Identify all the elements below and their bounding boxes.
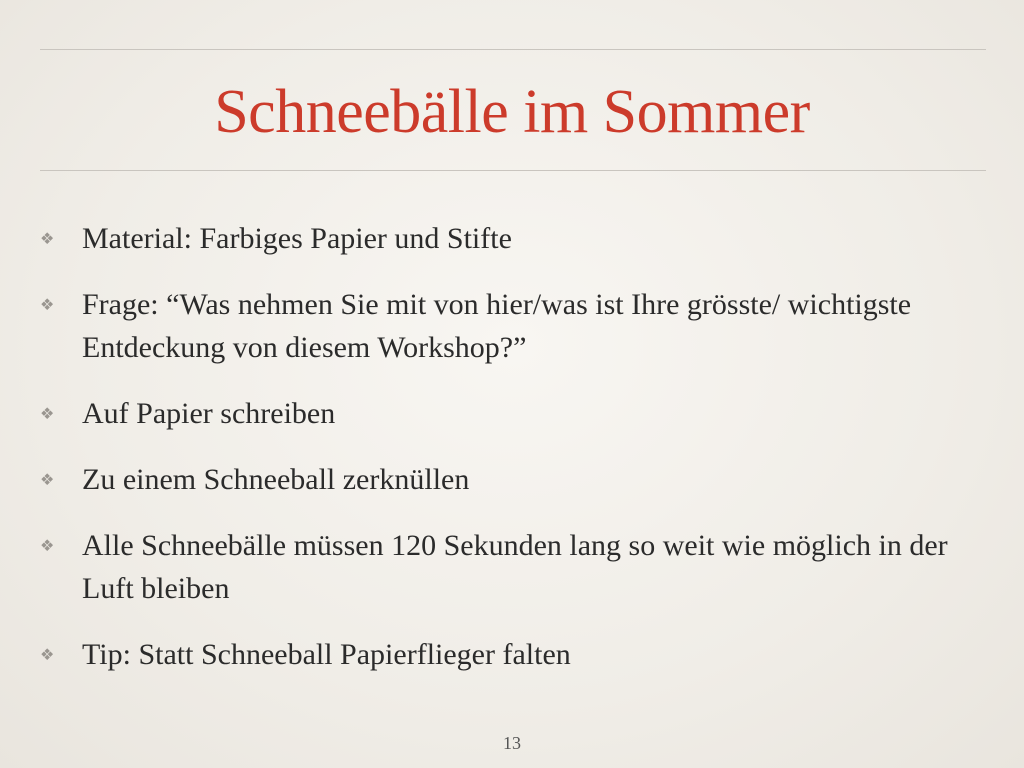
diamond-ornament-icon: ❖: [40, 536, 55, 555]
bullet-text: Alle Schneebälle müssen 120 Sekunden lang so weit wie möglich in der Luft bleiben: [82, 529, 948, 605]
diamond-ornament-icon: ❖: [40, 470, 55, 489]
bullet-item: [40, 283, 990, 369]
bullet-text: Material: Farbiges Papier und Stifte: [82, 222, 512, 255]
bullet-item: [40, 633, 990, 676]
page-number: 13: [503, 733, 521, 753]
bullet-item: [40, 458, 990, 501]
bullet-text: Auf Papier schreiben: [82, 397, 336, 430]
diamond-ornament-icon: ❖: [40, 229, 55, 248]
diamond-ornament-icon: ❖: [40, 295, 55, 314]
bullet-text: Zu einem Schneeball zerknüllen: [82, 463, 470, 496]
bullet-text: Frage: “Was nehmen Sie mit von hier/was ist Ihre grösste/ wichtigste Entdeckung von diesem Workshop?”: [82, 288, 912, 364]
bullet-item: [40, 524, 990, 610]
bullet-item: [40, 392, 990, 435]
slide-title: Schneebälle im Sommer: [214, 78, 810, 146]
bullet-text: Tip: Statt Schneeball Papierflieger falten: [82, 638, 571, 671]
diamond-ornament-icon: ❖: [40, 645, 55, 664]
bullet-item: [40, 217, 990, 260]
diamond-ornament-icon: ❖: [40, 404, 55, 423]
title-divider: [40, 170, 986, 171]
top-divider: [40, 49, 986, 50]
bullet-list: [40, 217, 990, 676]
